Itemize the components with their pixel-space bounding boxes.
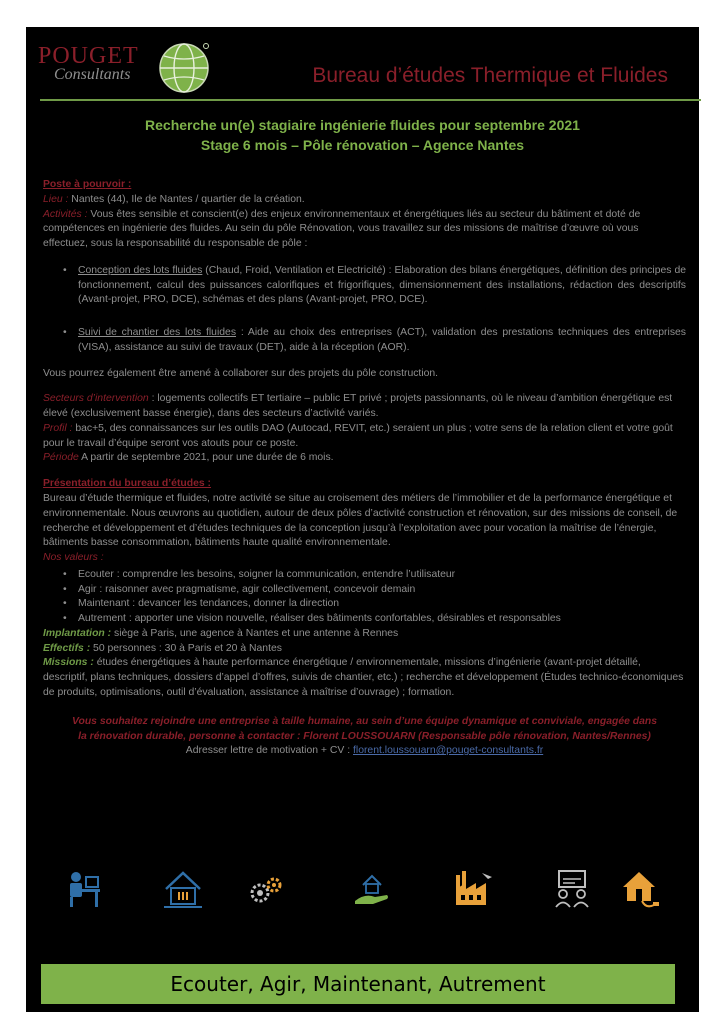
effectifs-paragraph xyxy=(43,642,686,657)
implantation-text: siège à Paris, une agence à Nantes et une antenne à Rennes xyxy=(111,627,399,639)
presentation-paragraph: Bureau d’étude thermique et fluides, notre activité se situe au croisement des métiers de l’immobilier et de la performance énergétique et environnementale. Nous œuvrons au quotidien, autour de deux pôles d’activité construction et rénovation, sur des missions de conseil, de recherche et développement et d’études techniques de la conception jusqu’à l’exploitation avec pour vocation la maîtrise de l’énergie, bâtiments basse consommation, bâtiments haute qualité environnementale. xyxy=(43,493,678,549)
contact-email-link[interactable]: florent.loussouarn@pouget-consultants.fr xyxy=(353,745,544,757)
company-logo xyxy=(38,39,248,101)
list-item: • Agir : raisonner avec pragmatisme, agir collectivement, concevoir demain xyxy=(78,583,686,598)
missions-list xyxy=(43,264,686,308)
document-title: Bureau d’études Thermique et Fluides xyxy=(312,64,668,87)
lieu-label: Lieu : xyxy=(43,193,69,205)
secteurs-paragraph xyxy=(43,392,686,422)
missions-text: études énergétiques à haute performance énergétique / environnementale, missions d’ingénierie (avant-projet détaillé, descriptif, plans techniques, dossiers d’appel d’offres, suivis de chantier, etc.) ; recherche et développement (Études technico-économiques de produits, optimisations, outil d’évaluation, assistance à maîtrise d’ouvrage) ; formation. xyxy=(43,657,684,698)
periode-text: A partir de septembre 2021, pour une durée de 6 mois. xyxy=(78,452,334,464)
section-heading-presentation: Présentation du bureau d’études : xyxy=(43,478,212,490)
implantation-label: Implantation : xyxy=(43,627,112,639)
contact-text: Adresser lettre de motivation + CV : xyxy=(185,745,353,757)
bullet2-text: : Aide au choix des entreprises (ACT), validation des prestations techniques des entreprises (VISA), assistance au suivi de travaux (DET), aide à la réception (AOR). xyxy=(78,327,686,353)
factory-icon xyxy=(452,867,494,911)
construction-paragraph: Vous pourrez également être amené à collaborer sur des projets du pôle construction. xyxy=(43,367,439,379)
closing-statement xyxy=(43,715,686,745)
headline-line1: Recherche un(e) stagiaire ingénierie fluides pour septembre 2021 xyxy=(145,117,580,133)
lieu-text: Nantes (44), Ile de Nantes / quartier de la création. xyxy=(68,193,305,205)
flyer-page xyxy=(26,27,699,1012)
house-plug-icon xyxy=(620,867,662,911)
header-divider xyxy=(40,99,701,101)
effectifs-text: 50 personnes : 30 à Paris et 20 à Nantes xyxy=(90,642,282,654)
missions-list-2 xyxy=(43,326,686,356)
body-text xyxy=(43,178,686,759)
office-worker-icon xyxy=(62,867,104,911)
closing-line2: la rénovation durable, personne à contacter : Florent LOUSSOUARN (Responsable pôle rénovation, Nantes/Rennes) xyxy=(78,730,651,742)
list-item xyxy=(78,326,686,356)
profil-paragraph xyxy=(43,422,686,452)
activites-paragraph xyxy=(43,208,686,252)
profil-text: bac+5, des connaissances sur les outils DAO (Autocad, REVIT, etc.) seraient un plus ; votre sens de la relation client et votre goût pour le travail d’équipe seront vos atouts pour ce poste. xyxy=(43,422,673,449)
periode-paragraph xyxy=(43,451,686,466)
secteurs-label: Secteurs d’intervention xyxy=(43,393,149,405)
valeurs-list xyxy=(43,568,686,627)
hand-house-icon xyxy=(351,867,393,911)
activites-label: Activités : xyxy=(43,208,88,220)
globe-icon xyxy=(156,40,216,100)
bullet2-title: Suivi de chantier des lots fluides xyxy=(78,327,237,339)
slogan-banner: Ecouter, Agir, Maintenant, Autrement xyxy=(41,964,675,1004)
effectifs-label: Effectifs : xyxy=(43,642,91,654)
missions-paragraph xyxy=(43,656,686,700)
list-item: • Maintenant : devancer les tendances, donner la direction xyxy=(78,597,686,612)
gears-icon xyxy=(246,867,288,911)
headline-line2: Stage 6 mois – Pôle rénovation – Agence Nantes xyxy=(200,136,525,153)
closing-line1: Vous souhaitez rejoindre une entreprise à taille humaine, au sein d’une équipe dynamique et conviviale, engagée dans xyxy=(71,715,658,727)
lieu-paragraph xyxy=(43,193,686,208)
profil-label: Profil : xyxy=(43,422,73,434)
services-icons-row xyxy=(56,867,679,917)
list-item: • Autrement : apporter une vision nouvelle, réaliser des bâtiments confortables, désirables et responsables xyxy=(78,612,686,627)
list-item xyxy=(78,264,686,308)
periode-label: Période xyxy=(43,452,79,464)
secteurs-text: : logements collectifs ET tertiaire – public ET privé ; projets passionnants, où le niveau d’ambition énergétique est élevé (exclusivement basse énergie), dans des secteurs d’activité variés. xyxy=(43,393,673,420)
contact-line xyxy=(43,744,686,759)
valeurs-label: Nos valeurs : xyxy=(43,552,104,564)
section-heading-poste: Poste à pourvoir : xyxy=(43,179,132,190)
list-item: • Ecouter : comprendre les besoins, soigner la communication, entendre l’utilisateur xyxy=(78,568,686,583)
implantation-paragraph xyxy=(43,627,686,642)
job-headline xyxy=(26,116,699,155)
logo-subname: Consultants xyxy=(54,66,131,83)
missions-label: Missions : xyxy=(43,657,94,669)
logo-name: POUGET xyxy=(38,43,139,69)
bullet1-title: Conception des lots fluides xyxy=(78,264,203,276)
activites-text: Vous êtes sensible et conscient(e) des enjeux environnementaux et énergétiques liés au secteur du bâtiment et doté de compétences en ingénierie des fluides. Au sein du pôle Rénovation, vous travaillez sur des missions de maîtrise d’œuvre où vous effectuez, sous la responsabilité du responsable de pôle : xyxy=(43,208,641,250)
bullet1-text: (Chaud, Froid, Ventilation et Electricité) : Elaboration des bilans énergétiques, définition des principes de fonctionnement, calcul des puissances calorifiques et frigorifiques, dimensionnement des installations, rédaction des descriptifs (Avant-projet, PRO, DCE), schémas et des plans (Avant-projet, PRO, DCE). xyxy=(78,264,686,306)
meeting-icon xyxy=(551,867,593,911)
house-thermal-icon xyxy=(162,867,204,911)
